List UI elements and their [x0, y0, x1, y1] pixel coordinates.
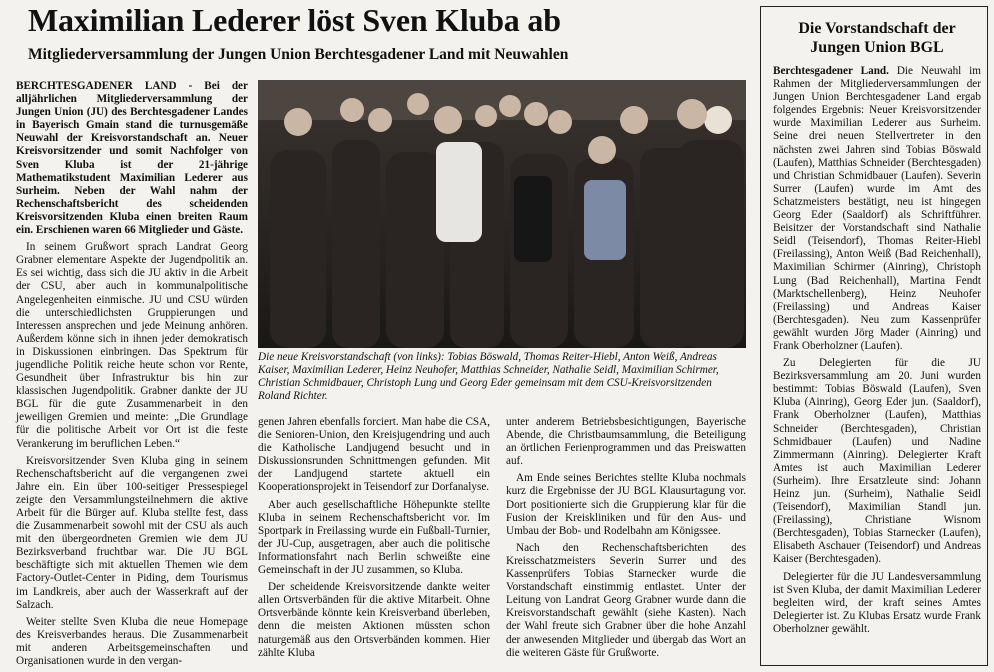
article-column-2: [258, 416, 490, 664]
paragraph: Am Ende seines Berichtes stellte Kluba nochmals kurz die Ergebnisse der JU BGL Klausurtagung vor. Dort positionierte sich die Gruppierung klar für die Fusion der Kreiskliniken und für den Aus- und Umbau der Bob- und Rodelbahn am Königssee.: [506, 472, 746, 537]
paragraph: Zu Delegierten für die JU Bezirksversammlung am 20. Juni wurden bestimmt: Tobias Böswald (Laufen), Sven Kluba (Ainring), Georg Eder jun. (Saaldorf), Frank Oberholzner (Laufen), Matthias Schneider (Berchtesgaden), Christian Schmidbauer (Laufen) und Nadine Zimmermann (Ainring). Delegierter Kraft Amtes ist auch Maximilian Lederer (Surheim). Ihre Ersatzleute sind: Johann Heinz jun. (Surheim), Nathalie Seidl (Teisendorf), Maximilian Standl jun. (Freilassing), Christiane Wisnom (Berchtesgaden), Tobias Starnecker (Laufen), Elisabeth Aschauer (Teisendorf) und Andreas Kaiser (Berchtesgaden).: [773, 357, 981, 566]
paragraph: unter anderem Betriebsbesichtigungen, Bayerische Abende, die Christbaumsammlung, die Beteiligung an örtlichen Ferienprogrammen und das Preiswatten auf.: [506, 416, 746, 468]
sidebar-text: Berchtesgadener Land. Die Neuwahl im Rahmen der Mitgliederversammlungen der Jungen Union Berchtesgadener Land ergab folgendes Ergebnis: Neuer Kreisvorsitzender wurde Maximilian Lederer aus Surheim. Seine drei neuen Stellvertreter in den nächsten zwei Jahren sind Tobias Böswald (Laufen), Matthias Schneider (Berchtesgaden) und Christian Schmidbauer (Laufen). Severin Surrer (Laufen) wurde im Amt des Schatzmeisters bestätigt, neu ist hingegen Georg Eder (Saaldorf) als Schriftführer. Beisitzer der Vorstandschaft sind Nathalie Seidl (Teisendorf), Thomas Reiter-Hiebl (Freilassing), Anton Weiß (Bad Reichenhall), Maximilian Schirmer (Ainring), Christoph Lung (Bad Reichenhall), Martina Fendt (Marktschellenberg), Heinz Neuhofer (Freilassing) und Andreas Kaiser (Berchtesgaden). Neu zum Kassenprüfer gewählt wurden Jörg Mader (Ainring) und Frank Oberholzner (Laufen). Zu Delegierten für die JU Bezirksversammlung am 20. Juni wurden bestimmt: Tobias Böswald (Laufen), Sven Kluba (Ainring), Georg Eder jun. (Saaldorf), Frank Oberholzner (Laufen), Matthias Schneider (Berchtesgaden), Christian Schmidbauer (Laufen) und Nadine Zimmermann (Ainring). Delegierter Kraft Amtes ist auch Maximilian Lederer (Surheim). Ihre Ersatzleute sind: Johann Heinz jun. (Surheim), Nathalie Seidl (Teisendorf), Maximilian Standl jun. (Freilassing), Christiane Wisnom (Berchtesgaden), Tobias Starnecker (Laufen), Elisabeth Aschauer (Teisendorf) und Andreas Kaiser (Berchtesgaden). Delegierter für die JU Landesversammlung ist Sven Kluba, der damit Maximilian Lederer begleiten wird, der kraft seines Amtes Delegierter ist. Zu Klubas Ersatz wurde Frank Oberholzner gewählt.: [773, 65, 981, 635]
lead-paragraph: BERCHTESGADENER LAND - Bei der alljährlichen Mitgliederversammlung der Jungen Union (JU) des Berchtesgadener Landes in Bayerisch Gmain stand die turnusgemäße Neuwahl der Kreisvorstandschaft an. Neuer Kreisvorsitzender und somit Nachfolger von Sven Kluba ist der 21-jährige Mathematikstudent Maximilian Lederer aus Surheim. Neben der Wahl nahm der Rechenschaftsbericht des scheidenden Kreisvorsitzenden Kluba einen breiten Raum ein. Erschienen waren 66 Mitglieder und Gäste.: [16, 80, 248, 237]
sidebar-title: Die Vorstandschaft der Jungen Union BGL: [798, 20, 956, 56]
paragraph: genen Jahren ebenfalls forciert. Man habe die CSA, die Senioren-Union, den Kreisjugendring und auch die Katholische Landjugend besucht und in Diskussionsrunden Schnittmengen gefunden. Mit der Landjugend startete aktuell ein Kooperationsprojekt in Teisendorf zur Dorfanalyse.: [258, 416, 490, 494]
paragraph: Der scheidende Kreisvorsitzende dankte weiter allen Ortsverbänden für die aktive Mitarbeit. Ohne Ortsverbände könnte kein Kreisverband überleben, denn die meisten Aktionen müssten schon naturgemäß aus den Ortsverbänden kommen. Hier zählte Kluba: [258, 581, 490, 659]
article-headline: Maximilian Lederer löst Sven Kluba ab: [28, 2, 561, 38]
group-photo: [258, 80, 746, 348]
paragraph: Aber auch gesellschaftliche Höhepunkte stellte Kluba in seinem Rechenschaftsbericht vor. Im Sportpark in Freilassing wurde ein Fußball-Turnier, der JU-Cup, ausgetragen, aber auch die politische Informationsfahrt nach Berlin schweißte eine Gemeinschaft in der JU zusammen, so Kluba.: [258, 498, 490, 577]
dateline: BERCHTESGADENER LAND: [16, 80, 177, 92]
group-photo-image: [258, 80, 746, 348]
article-column-1: [16, 80, 248, 672]
paragraph: Delegierter für die JU Landesversammlung ist Sven Kluba, der damit Maximilian Lederer begleiten wird, der kraft seines Amtes Delegierter ist. Zu Klubas Ersatz wurde Frank Oberholzner gewählt.: [773, 570, 981, 635]
article-subheadline: Mitgliederversammlung der Jungen Union Berchtesgadener Land mit Neuwahlen: [28, 46, 569, 63]
sidebar-box: [760, 6, 988, 666]
article-column-3: [506, 416, 746, 664]
sidebar-dateline: Berchtesgadener Land.: [773, 65, 889, 77]
photo-caption: Die neue Kreisvorstandschaft (von links): Tobias Böswald, Thomas Reiter-Hiebl, Anton Weiß, Andreas Kaiser, Maximilian Lederer, Heinz Neuhofer, Matthias Schneider, Nathalie Seidl, Maximilian Schirmer, Christian Schmidbauer, Christoph Lung und Georg Eder gemeinsam mit dem CSU-Kreisvorsitzenden Roland Richter.: [258, 351, 719, 403]
paragraph: Kreisvorsitzender Sven Kluba ging in seinem Rechenschaftsbericht auf die vergangenen zwei Jahre ein. Ein über 100-seitiger Pressespiegel zeigte den Versammlungsteilnehmern die aktive Arbeit für die Bürger auf. Kluba stellte fest, dass die Zusammenarbeit sowohl mit der CSU als auch mit den übergeordneten Gremien wie dem JU Bezirksverband fruchtbar war. Die JU BGL beschäftigte sich mit aktuellen Themen wie dem Factory-Outlet-Center in Piding, dem Tourismus im Landkreis, aber auch der Wasserkraft auf der Salzach.: [16, 454, 248, 611]
paragraph: Nach den Rechenschaftsberichten des Kreisschatzmeisters Severin Surrer und des Kassenprüfers Tobias Starnecker wurde die Vorstandschaft einstimmig entlastet. Unter der Leitung von Landrat Georg Grabner wurde dann die Kreisvorstandschaft gewählt (siehe Kasten). Nach der Wahl freute sich Grabner über die hohe Anzahl der anwesenden Mitglieder und übergab das Wort an die weiteren Gäste für Grußworte.: [506, 541, 746, 659]
paragraph: In seinem Grußwort sprach Landrat Georg Grabner elementare Aspekte der Jugendpolitik an. Es sei wichtig, dass sich die JU aktiv in die Arbeit der CSU, aber auch in kommunalpolitische Angelegenheiten einmische. JU und CSU würden die unterschiedlichsten Gruppierungen und Interessen ansprechen und jede Meinung anhören. Außerdem könne sich in ihnen jeder demokratisch in Diskussionen einbringen. Das Spektrum für jugendliche Politik reiche heute schon vor Rente, Gesundheit über Infrastruktur bis hin zur klassischen Jugendpolitik. Grabner dankte der JU BGL für die gute Zusammenarbeit in den jeweiligen Gremien und meinte: „Die Grundlage für die politische Arbeit vor Ort ist die feste Verankerung im beruflichen Leben.“: [16, 241, 248, 450]
paragraph: Weiter stellte Sven Kluba die neue Homepage des Kreisverbandes heraus. Die Zusammenarbeit mit anderen Arbeitsgemeinschaften und Organisationen wurde in den vergan-: [16, 615, 248, 668]
